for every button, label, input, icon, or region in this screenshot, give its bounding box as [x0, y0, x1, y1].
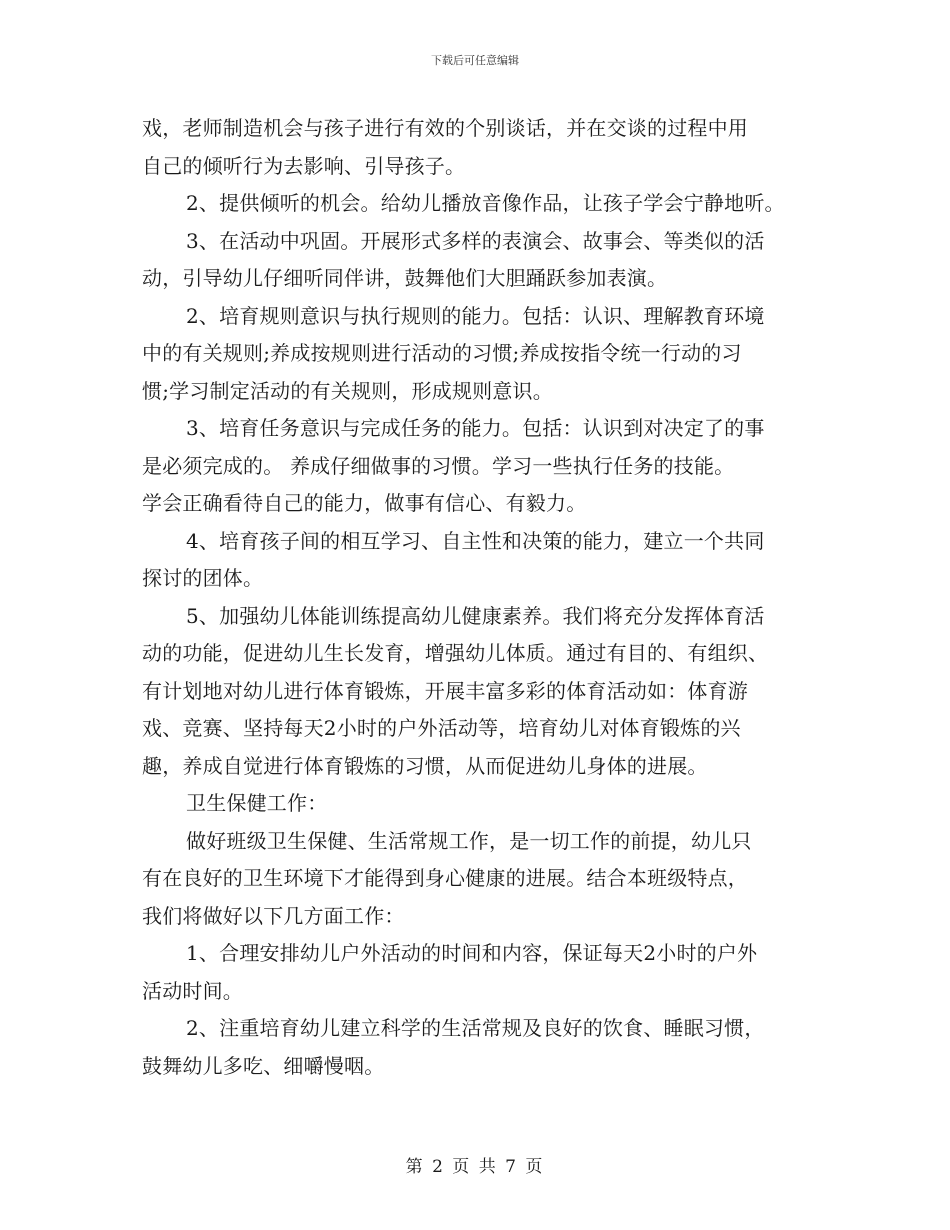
text-line: 2、培育规则意识与执行规则的能力。包括：认识、理解教育环境: [186, 303, 765, 328]
text-line: 鼓舞幼儿多吃、细嚼慢咽。: [142, 1053, 385, 1078]
text-line: 活动时间。: [142, 978, 243, 1003]
text-line: 2、注重培育幼儿建立科学的生活常规及良好的饮食、睡眠习惯，: [186, 1016, 765, 1040]
text-line: 卫生保健工作：: [186, 791, 328, 815]
text-line: 动的功能，促进幼儿生长发育，增强幼儿体质。通过有目的、有组织、: [142, 641, 769, 665]
text-line: 是必须完成的。 养成仔细做事的习惯。学习一些执行任务的技能。: [142, 453, 735, 478]
text-line: 中的有关规则;养成按规则进行活动的习惯;养成按指令统一行动的习: [142, 341, 742, 365]
text-line: 4、培育孩子间的相互学习、自主性和决策的能力，建立一个共同: [186, 528, 765, 553]
text-line: 1、合理安排幼儿户外活动的时间和内容，保证每天2小时的户外: [186, 941, 758, 965]
text-line: 戏，老师制造机会与孩子进行有效的个别谈话，并在交谈的过程中用: [142, 116, 748, 140]
document-body: [142, 110, 822, 1085]
text-line: 戏、竞赛、坚持每天2小时的户外活动等，培育幼儿对体育锻炼的兴: [142, 716, 741, 740]
text-line: 惯;学习制定活动的有关规则，形成规则意识。: [142, 378, 553, 403]
text-line: 3、在活动中巩固。开展形式多样的表演会、故事会、等类似的活: [186, 228, 765, 253]
text-line: 有在良好的卫生环境下才能得到身心健康的进展。结合本班级特点，: [142, 866, 748, 890]
text-line: 2、提供倾听的机会。给幼儿播放音像作品，让孩子学会宁静地听。: [186, 191, 785, 215]
text-line: 趣，养成自觉进行体育锻炼的习惯，从而促进幼儿身体的进展。: [142, 753, 708, 778]
text-line: 有计划地对幼儿进行体育锻炼，开展丰富多彩的体育活动如：体育游: [142, 678, 748, 703]
text-line: 我们将做好以下几方面工作：: [142, 903, 405, 928]
page-footer: 第 2 页 共 7 页: [405, 1157, 545, 1177]
text-line: 动，引导幼儿仔细听同伴讲，鼓舞他们大胆踊跃参加表演。: [142, 266, 668, 290]
text-line: 自己的倾听行为去影响、引导孩子。: [142, 153, 466, 178]
text-line: 学会正确看待自己的能力，做事有信心、有毅力。: [142, 491, 587, 515]
text-line: 做好班级卫生保健、生活常规工作，是一切工作的前提，幼儿只: [186, 828, 752, 853]
page-header: 下载后可任意编辑: [431, 54, 519, 67]
text-line: 3、培育任务意识与完成任务的能力。包括：认识到对决定了的事: [186, 416, 765, 440]
text-line: 5、加强幼儿体能训练提高幼儿健康素养。我们将充分发挥体育活: [186, 603, 765, 628]
text-line: 探讨的团体。: [142, 566, 264, 590]
